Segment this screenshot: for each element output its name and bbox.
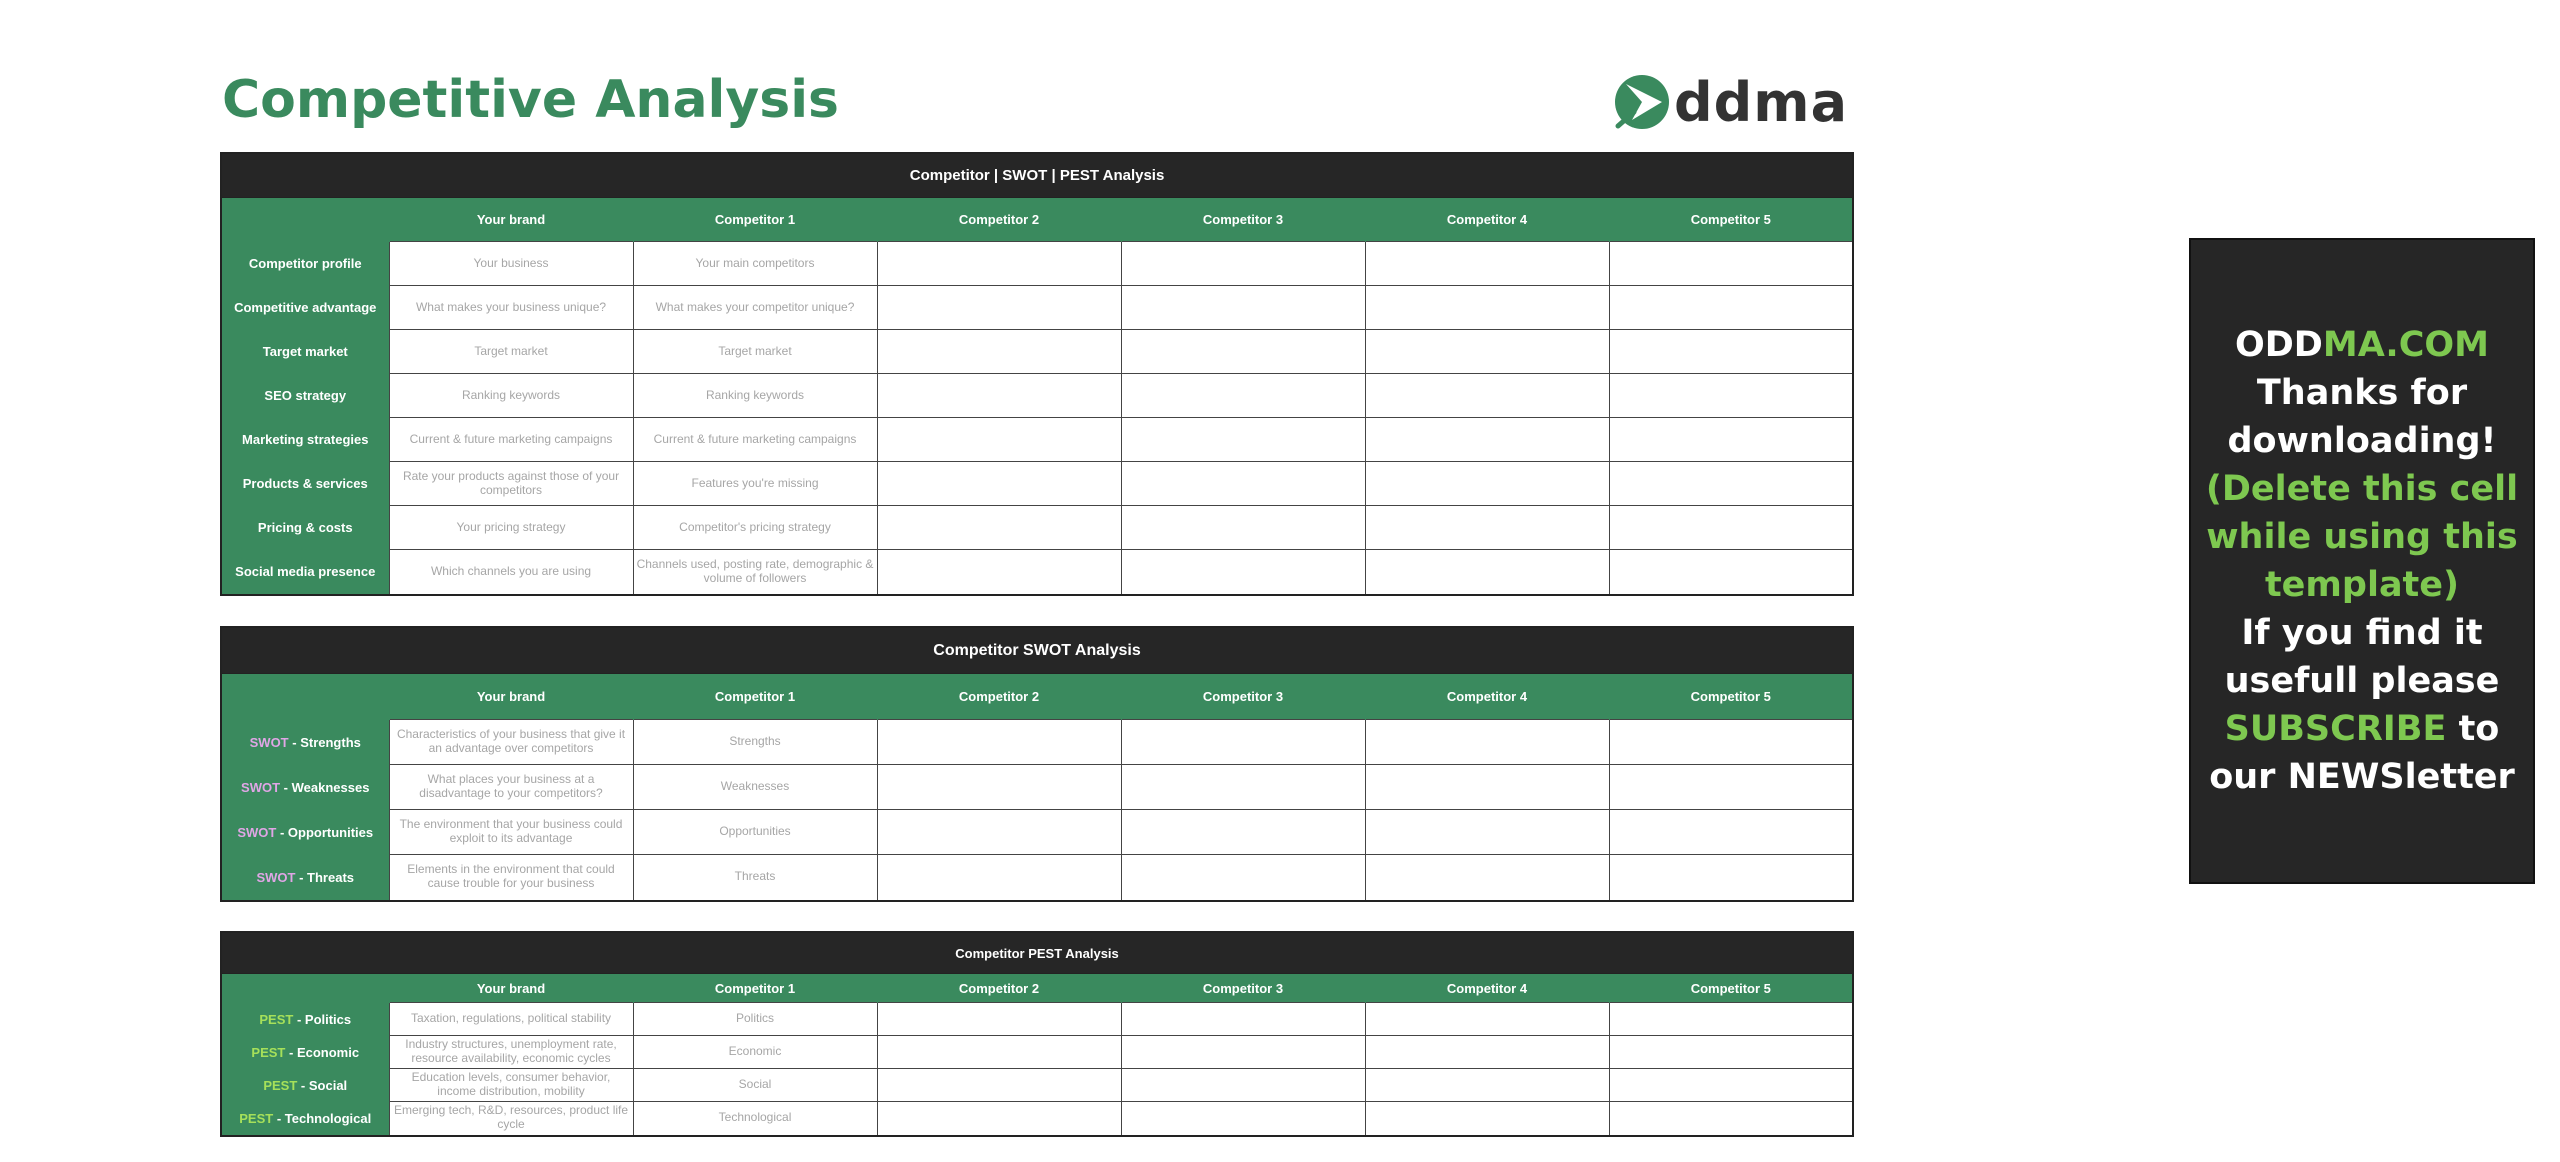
row-label-text: - Economic: [289, 1044, 360, 1060]
table-cell[interactable]: [1365, 418, 1609, 462]
table-cell[interactable]: Economic: [633, 1036, 877, 1069]
column-header: Competitor 5: [1609, 198, 1853, 242]
table-cell[interactable]: Current & future marketing campaigns: [633, 418, 877, 462]
table-cell[interactable]: [1121, 550, 1365, 595]
row-label: [221, 1003, 389, 1036]
oddma-logo: [1612, 70, 1848, 134]
table-title: Competitor SWOT Analysis: [221, 627, 1853, 674]
row-label-text: - Strengths: [292, 734, 361, 750]
row-label: [221, 855, 389, 901]
table-cell[interactable]: [1609, 720, 1853, 765]
table-cell[interactable]: [1365, 462, 1609, 506]
table-cell[interactable]: Features you're missing: [633, 462, 877, 506]
table-row: [221, 418, 1853, 462]
table-cell[interactable]: [877, 1102, 1121, 1136]
table-cell[interactable]: [1121, 720, 1365, 765]
table-cell[interactable]: Social: [633, 1069, 877, 1102]
column-header: Competitor 5: [1609, 674, 1853, 720]
row-label: [221, 720, 389, 765]
table-cell[interactable]: [1365, 1036, 1609, 1069]
table-cell[interactable]: [877, 810, 1121, 855]
column-header: Competitor 1: [633, 974, 877, 1003]
table-cell[interactable]: Your main competitors: [633, 242, 877, 286]
table-cell[interactable]: [1609, 1036, 1853, 1069]
table-cell[interactable]: [877, 462, 1121, 506]
column-header: Competitor 2: [877, 674, 1121, 720]
column-header: Competitor 4: [1365, 674, 1609, 720]
table-row: [221, 330, 1853, 374]
table-cell[interactable]: Target market: [389, 330, 633, 374]
table-cell[interactable]: Education levels, consumer behavior, income distribution, mobility: [389, 1069, 633, 1102]
row-label: Competitor profile: [221, 242, 389, 286]
column-header: Competitor 2: [877, 974, 1121, 1003]
table-row: [221, 506, 1853, 550]
table-cell[interactable]: [1121, 374, 1365, 418]
table-row: [221, 550, 1853, 595]
table-cell[interactable]: Opportunities: [633, 810, 877, 855]
row-label: Products & services: [221, 462, 389, 506]
row-label-text: - Social: [300, 1077, 348, 1093]
swot-prefix: SWOT: [256, 869, 296, 885]
table-row: [221, 242, 1853, 286]
table-cell[interactable]: [1365, 855, 1609, 901]
table-cell[interactable]: [1365, 720, 1609, 765]
promo-subscribe: [2191, 705, 2533, 801]
table-cell[interactable]: [877, 720, 1121, 765]
table-cell[interactable]: [1121, 1036, 1365, 1069]
table-cell[interactable]: [877, 855, 1121, 901]
pest-prefix: PEST: [259, 1011, 294, 1027]
table-cell[interactable]: [877, 550, 1121, 595]
table-cell[interactable]: Target market: [633, 330, 877, 374]
pest-analysis-table: [220, 931, 1854, 1137]
table-cell[interactable]: [1365, 286, 1609, 330]
table-cell[interactable]: What makes your competitor unique?: [633, 286, 877, 330]
table-cell[interactable]: [877, 765, 1121, 810]
table-cell[interactable]: [1365, 765, 1609, 810]
table-cell[interactable]: [877, 1036, 1121, 1069]
table-cell[interactable]: Competitor's pricing strategy: [633, 506, 877, 550]
table-cell[interactable]: [1365, 506, 1609, 550]
table-cell[interactable]: [1365, 810, 1609, 855]
table-cell[interactable]: [877, 374, 1121, 418]
table-cell[interactable]: [1609, 550, 1853, 595]
table-row: [221, 286, 1853, 330]
table-cell[interactable]: [1365, 1003, 1609, 1036]
pest-prefix: PEST: [239, 1110, 274, 1126]
table-cell[interactable]: Rate your products against those of your competitors: [389, 462, 633, 506]
table-cell[interactable]: [1121, 855, 1365, 901]
table-cell[interactable]: [1121, 506, 1365, 550]
table-cell[interactable]: [1609, 1069, 1853, 1102]
table-cell[interactable]: [877, 418, 1121, 462]
row-label-text: - Threats: [299, 869, 355, 885]
table-row: [221, 1036, 1853, 1069]
table-cell[interactable]: [1121, 810, 1365, 855]
row-label: Pricing & costs: [221, 506, 389, 550]
row-label: Competitive advantage: [221, 286, 389, 330]
table-cell[interactable]: [1609, 462, 1853, 506]
promo-site: [2235, 321, 2489, 369]
table-cell[interactable]: Which channels you are using: [389, 550, 633, 595]
swot-prefix: SWOT: [241, 779, 281, 795]
column-header: Competitor 3: [1121, 198, 1365, 242]
column-header: Competitor 5: [1609, 974, 1853, 1003]
table-cell[interactable]: The environment that your business could exploit to its advantage: [389, 810, 633, 855]
column-header-blank: [221, 674, 389, 720]
table-row: [221, 765, 1853, 810]
table-row: [221, 720, 1853, 765]
table-cell[interactable]: [1365, 374, 1609, 418]
column-header: Competitor 2: [877, 198, 1121, 242]
column-header-row: [221, 198, 1853, 242]
table-cell[interactable]: [1121, 418, 1365, 462]
table-cell[interactable]: [1365, 1102, 1609, 1136]
swot-prefix: SWOT: [237, 824, 277, 840]
row-label: [221, 1036, 389, 1069]
column-header: Your brand: [389, 974, 633, 1003]
column-header: Competitor 1: [633, 674, 877, 720]
row-label: Social media presence: [221, 550, 389, 595]
table-cell[interactable]: [1609, 286, 1853, 330]
row-label-text: - Weaknesses: [283, 779, 370, 795]
row-label: [221, 1069, 389, 1102]
table-cell[interactable]: What places your business at a disadvantage to your competitors?: [389, 765, 633, 810]
row-label-text: - Politics: [296, 1011, 352, 1027]
table-cell[interactable]: [1365, 330, 1609, 374]
swot-analysis-table: [220, 626, 1854, 902]
swot-prefix: SWOT: [249, 734, 289, 750]
column-header: Competitor 4: [1365, 974, 1609, 1003]
row-label-text: - Opportunities: [279, 824, 374, 840]
column-header: Your brand: [389, 674, 633, 720]
promo-note[interactable]: [2189, 238, 2535, 884]
table-cell[interactable]: Threats: [633, 855, 877, 901]
promo-thanks: Thanks for downloading!: [2227, 373, 2497, 461]
table-cell[interactable]: Weaknesses: [633, 765, 877, 810]
table-cell[interactable]: Characteristics of your business that give it an advantage over competitors: [389, 720, 633, 765]
table-cell[interactable]: [1121, 242, 1365, 286]
promo-site-ma: MA.COM: [2322, 325, 2489, 365]
column-header-blank: [221, 198, 389, 242]
table-cell[interactable]: Ranking keywords: [389, 374, 633, 418]
table-row: [221, 374, 1853, 418]
column-header-row: [221, 674, 1853, 720]
table-cell[interactable]: [1609, 1102, 1853, 1136]
table-cell[interactable]: [877, 1069, 1121, 1102]
table-cell[interactable]: [877, 242, 1121, 286]
table-cell[interactable]: [1609, 418, 1853, 462]
table-title: Competitor PEST Analysis: [221, 932, 1853, 974]
table-cell[interactable]: Emerging tech, R&D, resources, product life cycle: [389, 1102, 633, 1136]
row-label: Target market: [221, 330, 389, 374]
table-row: [221, 810, 1853, 855]
table-cell[interactable]: [1121, 286, 1365, 330]
table-cell[interactable]: [1121, 1069, 1365, 1102]
table-cell[interactable]: [1121, 1003, 1365, 1036]
table-cell[interactable]: [1365, 550, 1609, 595]
table-row: [221, 1069, 1853, 1102]
table-cell[interactable]: Channels used, posting rate, demographic & volume of followers: [633, 550, 877, 595]
table-cell[interactable]: Ranking keywords: [633, 374, 877, 418]
table-cell[interactable]: Technological: [633, 1102, 877, 1136]
promo-request: If you find it usefull please: [2224, 613, 2500, 701]
promo-site-odd: ODD: [2235, 325, 2323, 365]
table-cell[interactable]: Your business: [389, 242, 633, 286]
row-label: [221, 765, 389, 810]
competitor-analysis-table: [220, 152, 1854, 596]
table-cell[interactable]: Industry structures, unemployment rate, resource availability, economic cycles: [389, 1036, 633, 1069]
table-cell[interactable]: [1365, 1069, 1609, 1102]
row-label: [221, 1102, 389, 1136]
table-cell[interactable]: Current & future marketing campaigns: [389, 418, 633, 462]
table-cell[interactable]: [877, 506, 1121, 550]
pest-prefix: PEST: [251, 1044, 286, 1060]
column-header: Competitor 3: [1121, 674, 1365, 720]
table-cell[interactable]: Strengths: [633, 720, 877, 765]
table-cell[interactable]: [1365, 242, 1609, 286]
table-cell[interactable]: Elements in the environment that could cause trouble for your business: [389, 855, 633, 901]
promo-delete-note: (Delete this cell while using this template): [2205, 469, 2519, 605]
page-title: Competitive Analysis: [222, 70, 839, 130]
column-header: Your brand: [389, 198, 633, 242]
table-row: [221, 855, 1853, 901]
oddma-logo-icon: [1612, 72, 1672, 132]
table-cell[interactable]: [877, 1003, 1121, 1036]
table-cell[interactable]: Your pricing strategy: [389, 506, 633, 550]
table-cell[interactable]: [877, 330, 1121, 374]
table-cell[interactable]: [1609, 1003, 1853, 1036]
table-cell[interactable]: [1609, 855, 1853, 901]
table-cell[interactable]: [1121, 1102, 1365, 1136]
table-row: [221, 1003, 1853, 1036]
table-cell[interactable]: [877, 286, 1121, 330]
table-cell[interactable]: [1121, 330, 1365, 374]
table-title: Competitor | SWOT | PEST Analysis: [221, 153, 1853, 198]
table-cell[interactable]: [1609, 506, 1853, 550]
column-header-row: [221, 974, 1853, 1003]
table-cell[interactable]: [1609, 374, 1853, 418]
row-label: SEO strategy: [221, 374, 389, 418]
table-cell[interactable]: [1121, 462, 1365, 506]
table-row: [221, 462, 1853, 506]
table-cell[interactable]: [1609, 810, 1853, 855]
row-label: [221, 810, 389, 855]
table-cell[interactable]: What makes your business unique?: [389, 286, 633, 330]
table-cell[interactable]: [1609, 330, 1853, 374]
promo-newsletter: to our NEWSletter: [2209, 709, 2515, 797]
row-label: Marketing strategies: [221, 418, 389, 462]
table-cell[interactable]: [1609, 242, 1853, 286]
column-header: Competitor 4: [1365, 198, 1609, 242]
column-header: Competitor 3: [1121, 974, 1365, 1003]
pest-prefix: PEST: [263, 1077, 298, 1093]
row-label-text: - Technological: [276, 1110, 372, 1126]
column-header: Competitor 1: [633, 198, 877, 242]
promo-subscribe-word: SUBSCRIBE: [2224, 709, 2447, 749]
logo-text: ddma: [1674, 70, 1849, 134]
table-cell[interactable]: [1609, 765, 1853, 810]
table-cell[interactable]: [1121, 765, 1365, 810]
table-cell[interactable]: Taxation, regulations, political stability: [389, 1003, 633, 1036]
table-cell[interactable]: Politics: [633, 1003, 877, 1036]
table-row: [221, 1102, 1853, 1136]
column-header-blank: [221, 974, 389, 1003]
